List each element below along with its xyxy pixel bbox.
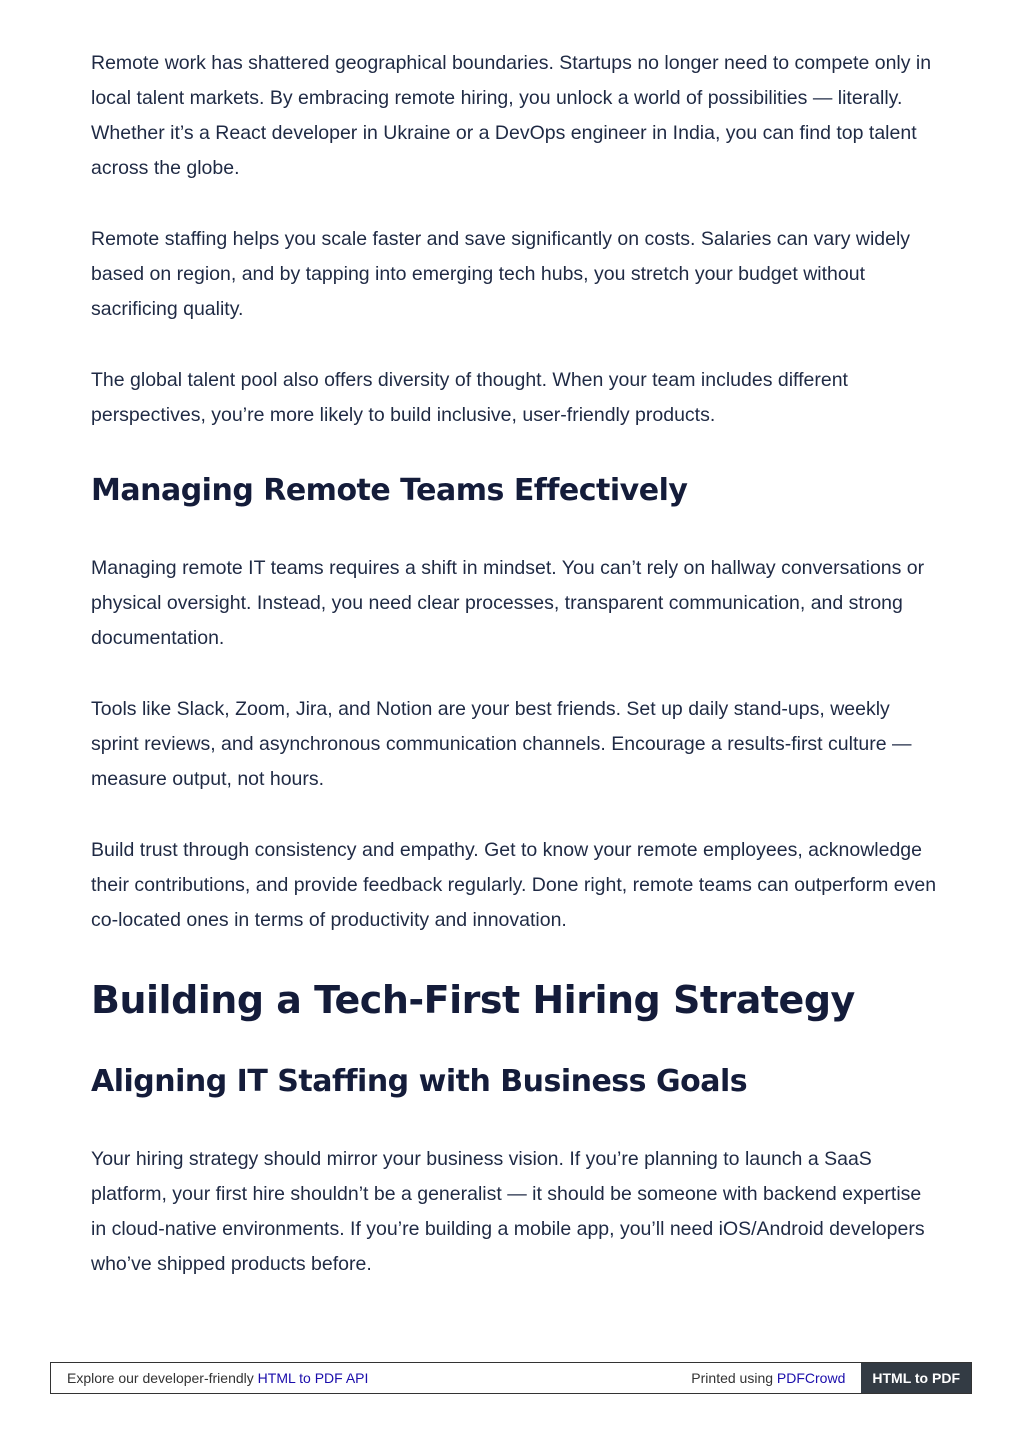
paragraph-managing-mindset: Managing remote IT teams requires a shift in mindset. You can’t rely on hallway conversations or physical oversight. Instead, you need clear processes, transparent communication, and strong documentation. (91, 557, 925, 649)
pdfcrowd-link[interactable]: PDFCrowd (776, 1370, 846, 1386)
html-to-pdf-api-link[interactable]: HTML to PDF API (257, 1370, 369, 1386)
paragraph-remote-work: Remote work has shattered geographical boundaries. Startups no longer need to compete only in local talent markets. By embracing remote hiring, you unlock a world of possibilities — literally. Whether it’s a React developer in Ukraine or a DevOps engineer in India, you can find top talent across the globe. (91, 52, 932, 179)
paragraph-build-trust: Build trust through consistency and empathy. Get to know your remote employees, acknowledge their contributions, and provide feedback regularly. Done right, remote teams can outperform even co-located ones in terms of productivity and innovation. (91, 839, 937, 931)
footer-printed-text: Printed using (691, 1370, 777, 1386)
heading-tech-first-hiring: Building a Tech-First Hiring Strategy (91, 978, 855, 1022)
html-to-pdf-button[interactable]: HTML to PDF (861, 1363, 971, 1393)
heading-managing-remote-teams: Managing Remote Teams Effectively (91, 473, 688, 508)
heading-aligning-staffing: Aligning IT Staffing with Business Goals (91, 1064, 748, 1099)
paragraph-remote-staffing: Remote staffing helps you scale faster and save significantly on costs. Salaries can vary widely based on region, and by tapping into emerging tech hubs, you stretch your budget without sacrificing quality. (91, 228, 911, 320)
paragraph-global-talent: The global talent pool also offers diversity of thought. When your team includes different perspectives, you’re more likely to build inclusive, user-friendly products. (91, 369, 848, 426)
paragraph-tools: Tools like Slack, Zoom, Jira, and Notion are your best friends. Set up daily stand-ups, weekly sprint reviews, and asynchronous communication channels. Encourage a results-first culture — measure output, not hours. (91, 698, 912, 790)
footer-printed (691, 1370, 861, 1386)
footer-explore-text: Explore our developer-friendly (67, 1370, 258, 1386)
article-content (91, 46, 941, 1318)
paragraph-hiring-strategy: Your hiring strategy should mirror your business vision. If you’re planning to launch a SaaS platform, your first hire shouldn’t be a generalist — it should be someone with backend expertise in cloud-native environments. If you’re building a mobile app, you’ll need iOS/Android developers who’ve shipped products before. (91, 1148, 925, 1275)
pdfcrowd-footer (50, 1362, 972, 1394)
footer-explore (51, 1370, 691, 1386)
